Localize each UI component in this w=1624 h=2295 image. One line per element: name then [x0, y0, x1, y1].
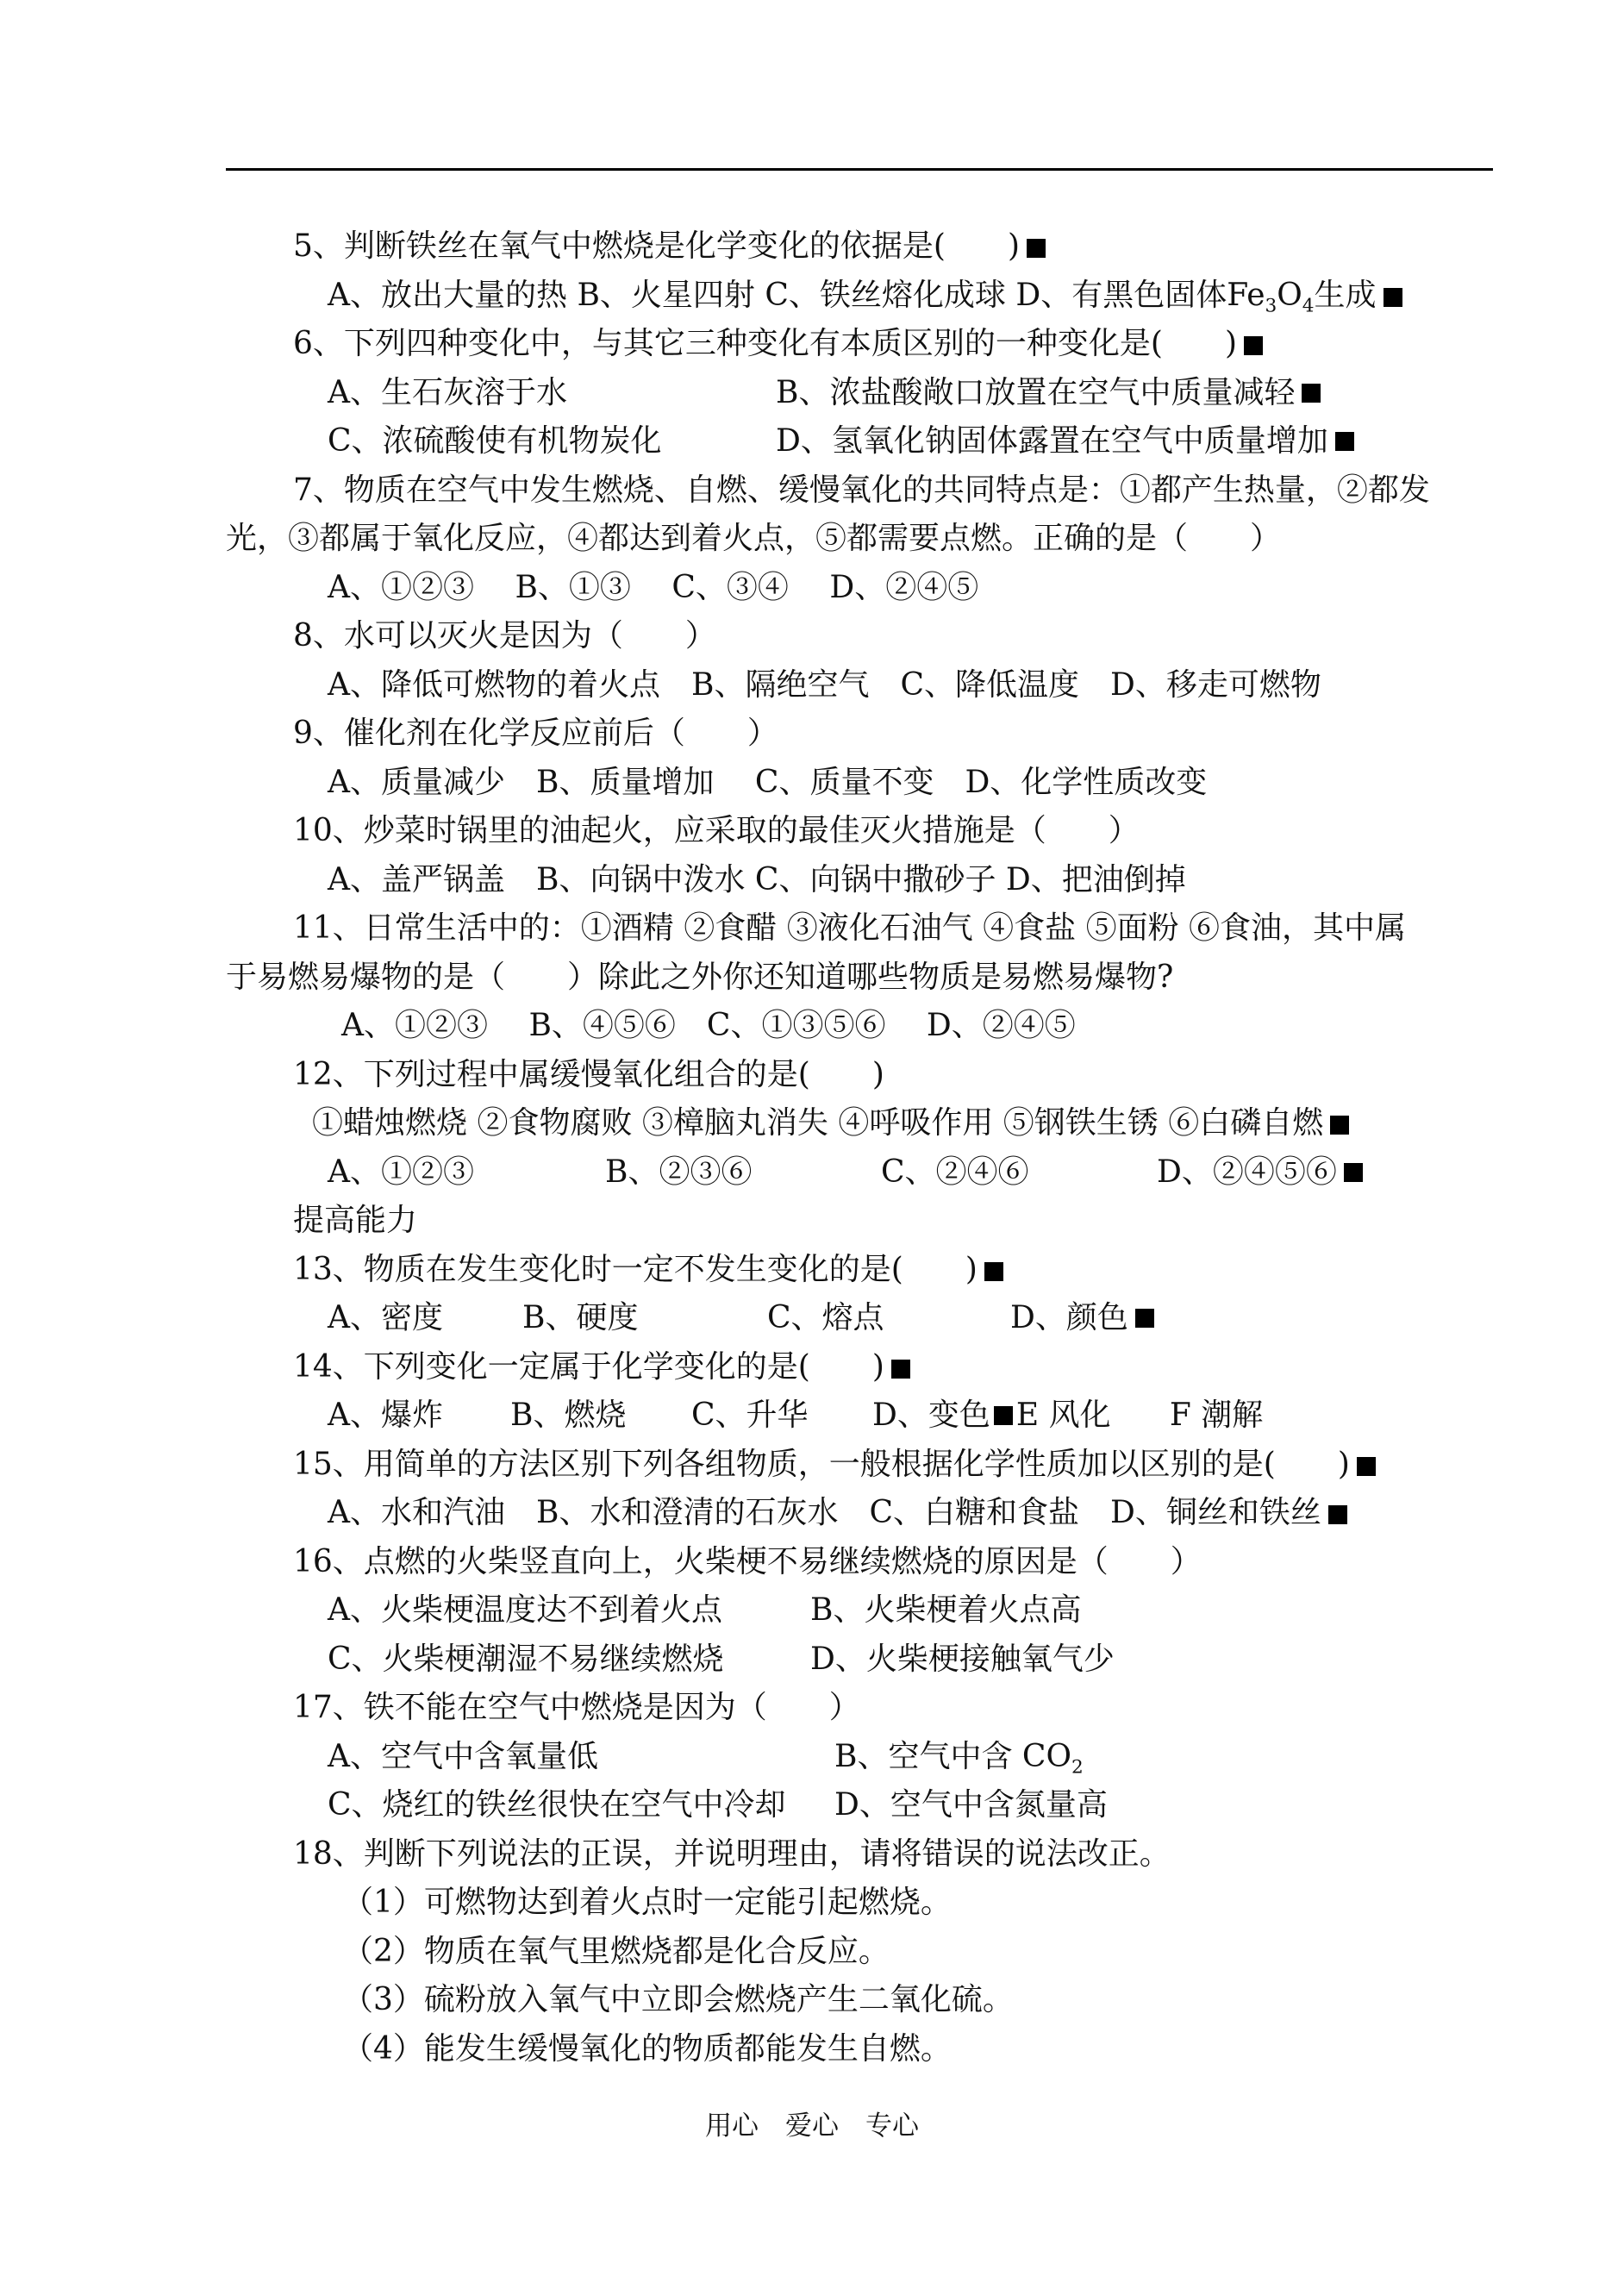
marker-square	[1330, 1116, 1349, 1135]
marker-square	[1302, 384, 1321, 403]
q8-options: A、降低可燃物的着火点 B、隔绝空气 C、降低温度 D、移走可燃物	[328, 666, 1321, 703]
q15-stem: 15、用简单的方法区别下列各组物质，一般根据化学性质加以区别的是( )	[226, 1441, 1493, 1490]
q18-stem: 18、判断下列说法的正误，并说明理由，请将错误的说法改正。	[293, 1835, 1171, 1872]
q12-options: A、①②③ B、②③⑥ C、②④⑥ D、②④⑤⑥	[226, 1148, 1493, 1198]
q17-options-row1: A、空气中含氧量低 B、空气中含 $CO_2$	[328, 1738, 1084, 1779]
q7-stem-line1: 7、物质在空气中发生燃烧、自燃、缓慢氧化的共同特点是：①都产生热量，②都发	[293, 472, 1430, 508]
marker-square	[994, 1406, 1013, 1425]
marker-square	[891, 1360, 910, 1379]
q11-stem-line1: 11、日常生活中的：①酒精 ②食醋 ③液化石油气 ④食盐 ⑤面粉 ⑥食油，其中属	[293, 910, 1407, 946]
q6-options-row1: A、生石灰溶于水 B、浓盐酸敞口放置在空气中质量减轻	[226, 369, 1493, 418]
page-footer: 用心 爱心 专心	[705, 2111, 919, 2142]
q6-options-row2: C、浓硫酸使有机物炭化 D、氢氧化钠固体露置在空气中质量增加	[226, 417, 1493, 466]
q5-options: A、放出大量的热 B、火星四射 C、铁丝熔化成球 D、有黑色固体$Fe_3O_4$生成	[226, 272, 1493, 321]
worksheet-body	[226, 222, 1493, 2073]
q17-options-row2: C、烧红的铁丝很快在空气中冷却 D、空气中含氮量高	[328, 1787, 1108, 1823]
q7-stem-line2: 光，③都属于氧化反应，④都达到着火点，⑤都需要点燃。正确的是（ ）	[226, 521, 1282, 556]
marker-square	[1328, 1505, 1347, 1524]
q12-stem: 12、下列过程中属缓慢氧化组合的是( )	[293, 1056, 884, 1092]
q13-stem: 13、物质在发生变化时一定不发生变化的是( )	[226, 1246, 1493, 1295]
header-rule	[226, 168, 1493, 171]
q5-stem: 5、判断铁丝在氧气中燃烧是化学变化的依据是( )	[226, 222, 1493, 272]
q18-statement-3: （3）硫粉放入氧气中立即会燃烧产生二氧化硫。	[342, 1982, 1014, 2017]
section-heading: 提高能力	[293, 1203, 418, 1238]
q18-statement-1: （1）可燃物达到着火点时一定能引起燃烧。	[342, 1885, 952, 1920]
q16-stem: 16、点燃的火柴竖直向上，火柴梗不易继续燃烧的原因是（ ）	[293, 1543, 1202, 1579]
marker-square	[1135, 1309, 1154, 1328]
q13-options: A、密度 B、硬度 C、熔点 D、颜色	[226, 1294, 1493, 1343]
q6-stem: 6、下列四种变化中，与其它三种变化有本质区别的一种变化是( )	[226, 320, 1493, 369]
q7-options: A、①②③ B、①③ C、③④ D、②④⑤	[328, 569, 979, 605]
marker-square	[1027, 239, 1046, 258]
q9-options: A、质量减少 B、质量增加 C、质量不变 D、化学性质改变	[328, 764, 1208, 800]
q18-statement-2: （2）物质在氧气里燃烧都是化合反应。	[342, 1933, 890, 1969]
q14-stem: 14、下列变化一定属于化学变化的是( )	[226, 1343, 1493, 1392]
q15-options: A、水和汽油 B、水和澄清的石灰水 C、白糖和食盐 D、铜丝和铁丝	[226, 1489, 1493, 1538]
q8-stem: 8、水可以灭火是因为（ ）	[293, 618, 716, 653]
q12-items: ①蜡烛燃烧 ②食物腐败 ③樟脑丸消失 ④呼吸作用 ⑤钢铁生锈 ⑥白磷自燃	[226, 1099, 1493, 1148]
q14-options: A、爆炸 B、燃烧 C、升华 D、变色 E 风化 F 潮解	[328, 1398, 1264, 1433]
q10-options: A、盖严锅盖 B、向锅中泼水 C、向锅中撒砂子 D、把油倒掉	[328, 861, 1186, 897]
q11-options: A、①②③ B、④⑤⑥ C、①③⑤⑥ D、②④⑤	[341, 1008, 1076, 1043]
marker-square	[1357, 1457, 1376, 1476]
q18-statement-4: （4）能发生缓慢氧化的物质都能发生自燃。	[342, 2030, 952, 2067]
q17-stem: 17、铁不能在空气中燃烧是因为（ ）	[293, 1690, 860, 1725]
marker-square	[1244, 336, 1263, 355]
marker-square	[1384, 288, 1402, 307]
q16-options-row1: A、火柴梗温度达不到着火点 B、火柴梗着火点高	[328, 1592, 1082, 1628]
marker-square	[1344, 1163, 1363, 1182]
q9-stem: 9、催化剂在化学反应前后（ ）	[293, 716, 778, 751]
q11-stem-line2: 于易燃易爆物的是（ ）除此之外你还知道哪些物质是易燃易爆物?	[226, 959, 1174, 995]
q16-options-row2: C、火柴梗潮湿不易继续燃烧 D、火柴梗接触氧气少	[328, 1641, 1115, 1677]
q10-stem: 10、炒菜时锅里的油起火，应采取的最佳灭火措施是（ ）	[293, 813, 1140, 848]
marker-square	[1335, 432, 1354, 451]
marker-square	[984, 1262, 1003, 1281]
